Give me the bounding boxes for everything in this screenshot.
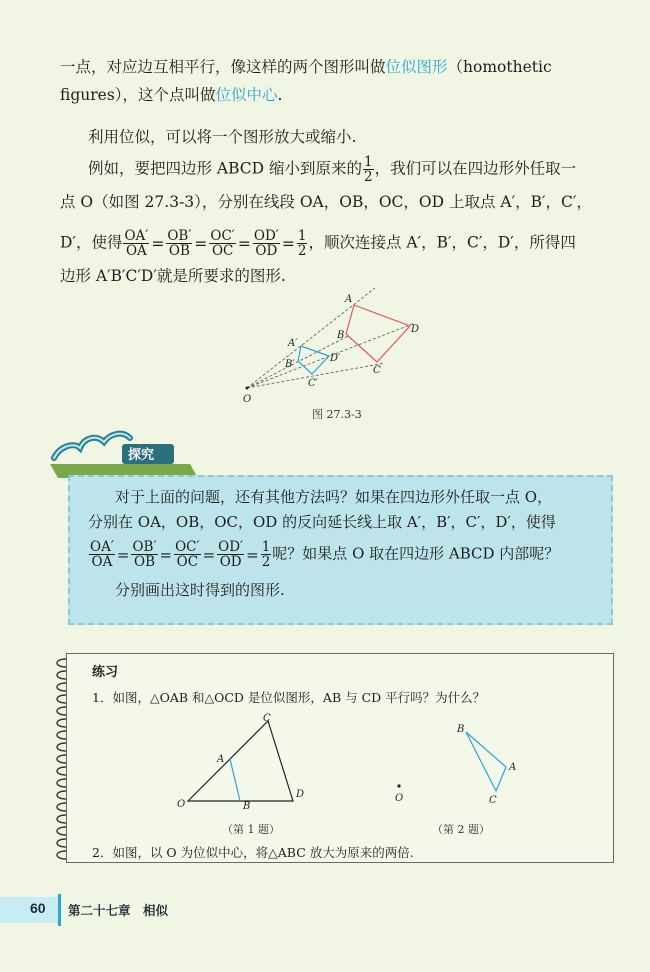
label-b-prime: B′ — [285, 359, 295, 370]
page-number: 60 — [30, 900, 46, 916]
fraction-num: 1 — [364, 154, 373, 170]
fig2-caption: （第 2 题） — [432, 823, 490, 836]
ratio-num: OB′ — [167, 228, 192, 244]
equals-sign: = — [194, 234, 208, 253]
ratio-num: 1 — [297, 228, 307, 244]
example-line-4: 边形 A′B′C′D′就是所要求的图形. — [60, 267, 286, 285]
exercise-q1: 1．如图，△OAB 和△OCD 是位似图形，AB 与 CD 平行吗？为什么？ — [92, 690, 486, 705]
fig2-label-o: O — [395, 793, 404, 804]
ratio-den: OA — [125, 243, 147, 259]
explore-line-2: 分别在 OA，OB，OC，OD 的反向延长线上取 A′，B′，C′，D′，使得 — [88, 513, 556, 531]
ratio-den: OD — [255, 243, 278, 259]
quad-abcd — [346, 305, 410, 362]
ratio-den: 2 — [261, 554, 271, 570]
equals-sign: = — [116, 545, 130, 564]
fig1-label-b: B — [243, 801, 251, 812]
ratio-oc — [209, 229, 235, 258]
ratio-den: OB — [134, 554, 155, 570]
explore-line-1: 对于上面的问题，还有其他方法吗？如果在四边形外任取一点 O， — [115, 488, 553, 506]
fraction-half — [363, 155, 374, 184]
explore-ratio-half — [261, 540, 272, 569]
ratio-num: OA′ — [90, 539, 114, 555]
exercise-box — [66, 653, 614, 863]
explore-title: 探究 — [128, 448, 155, 463]
footer-bar — [0, 897, 58, 923]
ratio-half — [297, 229, 308, 258]
example-text-1-end: ，我们可以在四边形外任取一 — [374, 159, 577, 178]
ratio-num: 1 — [261, 539, 271, 555]
equals-sign: = — [281, 234, 295, 253]
spiral-binding-icon — [52, 651, 78, 865]
fig1-label-o: O — [177, 799, 186, 810]
example-line-3 — [60, 229, 576, 258]
example-text-3: D′，使得 — [60, 233, 123, 252]
ratio-den: 2 — [297, 243, 307, 259]
intro-line-2 — [60, 85, 282, 105]
equals-sign: = — [159, 545, 173, 564]
triangle-ocd — [188, 721, 293, 801]
equals-sign: = — [202, 545, 216, 564]
example-line-2: 点 O（如图 27.3-3），分别在线段 OA，OB，OC，OD 上取点 A′，B′，C′， — [60, 193, 592, 211]
ratio-num: OD′ — [218, 539, 244, 555]
explore-line-3-end: 呢？如果点 O 取在四边形 ABCD 内部呢？ — [272, 544, 560, 563]
equals-sign: = — [237, 234, 251, 253]
example-text-3-end: ，顺次连接点 A′，B′，C′，D′，所得四 — [308, 233, 576, 252]
footer-divider — [58, 894, 61, 926]
intro-english-2: figures），这个点叫做 — [60, 86, 216, 104]
label-d-prime: D′ — [330, 353, 341, 364]
example-line-1 — [88, 155, 576, 184]
label-a: A — [345, 294, 353, 305]
label-c-prime: C′ — [308, 378, 318, 389]
ratio-den: OD — [219, 554, 242, 570]
wave-highlight-icon — [54, 434, 130, 458]
ratio-num: OC′ — [210, 228, 235, 244]
figure-caption: 图 27.3-3 — [312, 408, 362, 421]
intro-end: . — [277, 86, 283, 104]
exercise-title: 练习 — [92, 665, 119, 680]
ratio-den: OB — [168, 243, 190, 259]
ratio-den: OC — [211, 243, 234, 259]
exercise-q2: 2．如图，以 O 为位似中心，将△ABC 放大为原来的两倍. — [92, 845, 414, 860]
intro-english: （homothetic — [447, 58, 552, 76]
fig2-label-c: C — [489, 795, 497, 806]
ratio-num: OB′ — [132, 539, 157, 555]
ratio-den: OC — [176, 554, 199, 570]
fig1-caption: （第 1 题） — [222, 823, 280, 836]
equals-sign: = — [151, 234, 165, 253]
explore-ratio-oc — [174, 540, 200, 569]
fig2-label-a: A — [509, 762, 517, 773]
ratio-num: OC′ — [175, 539, 200, 555]
label-b: B — [337, 330, 345, 341]
ratio-od — [253, 229, 280, 258]
ratio-num: OD′ — [253, 228, 279, 244]
equals-sign: = — [246, 545, 259, 564]
explore-ratio-od — [217, 540, 244, 569]
label-o: O — [243, 394, 252, 405]
intro-line-1 — [60, 57, 552, 77]
point-o — [246, 387, 249, 390]
term-homothetic-center: 位似中心 — [215, 86, 278, 104]
exercise-figure-1 — [172, 708, 322, 813]
point-o-dot — [397, 784, 400, 787]
segment-ab — [230, 759, 240, 801]
explore-line-4: 分别画出这时得到的图形. — [115, 581, 285, 599]
fig1-label-c: C — [263, 713, 271, 724]
figure-homothety — [230, 288, 440, 408]
explore-ratio-oa — [89, 540, 115, 569]
fig2-point-o — [392, 782, 412, 808]
ratio-den: OA — [91, 554, 113, 570]
exercise-figure-2 — [450, 722, 530, 807]
fig2-label-b: B — [457, 724, 465, 735]
chapter-title: 第二十七章 相似 — [68, 903, 169, 918]
intro-text: 一点，对应边互相平行，像这样的两个图形叫做 — [60, 58, 386, 76]
term-homothetic-figures: 位似图形 — [385, 58, 448, 76]
label-c: C — [373, 365, 381, 376]
paragraph-scale: 利用位似，可以将一个图形放大或缩小. — [88, 128, 357, 146]
quad-abcd-prime — [298, 346, 329, 374]
label-a-prime: A′ — [288, 338, 298, 349]
ratio-num: OA′ — [124, 228, 149, 244]
explore-ratio-ob — [131, 540, 157, 569]
example-text-1: 例如，要把四边形 ABCD 缩小到原来的 — [88, 159, 363, 178]
explore-line-3 — [88, 540, 559, 569]
triangle-abc — [466, 732, 506, 791]
ratio-oa — [123, 229, 149, 258]
ratio-ob — [166, 229, 192, 258]
label-d: D — [411, 324, 420, 335]
fig1-label-a: A — [217, 754, 225, 765]
fig1-label-d: D — [296, 789, 305, 800]
fraction-den: 2 — [364, 169, 373, 185]
